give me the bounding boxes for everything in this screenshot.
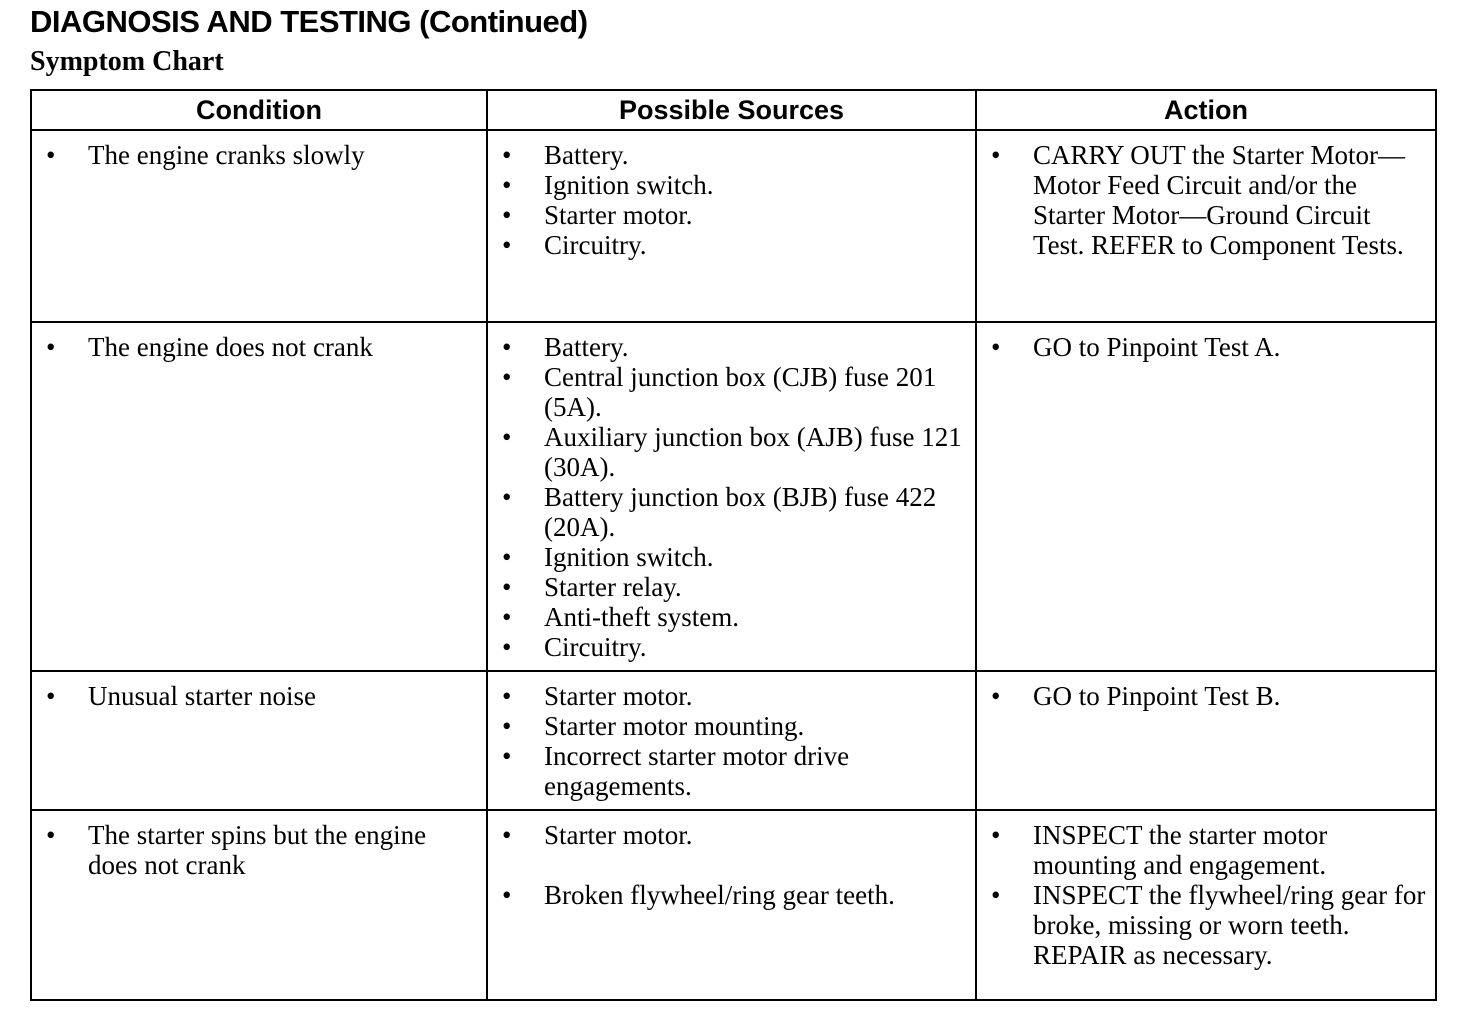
action-item: • GO to Pinpoint Test A. <box>991 332 1427 362</box>
table-row <box>31 810 1436 1000</box>
source-item: • Central junction box (CJB) fuse 201 (5A). <box>502 362 967 422</box>
action-item: • GO to Pinpoint Test B. <box>991 681 1427 711</box>
condition-cell <box>31 671 487 810</box>
column-header-condition: Condition <box>31 90 487 130</box>
table-header-row <box>31 90 1436 130</box>
action-item: • INSPECT the flywheel/ring gear for broke, missing or worn teeth. REPAIR as necessary. <box>991 880 1427 970</box>
source-item: • Battery. <box>502 140 967 170</box>
condition-cell <box>31 810 487 1000</box>
source-item: • Auxiliary junction box (AJB) fuse 121 (30A). <box>502 422 967 482</box>
column-header-possible-sources: Possible Sources <box>487 90 976 130</box>
source-item: • Starter motor. <box>502 681 967 711</box>
condition-cell <box>31 130 487 322</box>
source-item: • Ignition switch. <box>502 542 967 572</box>
source-item: • Battery. <box>502 332 967 362</box>
source-item: • Starter motor. <box>502 820 967 850</box>
table-row <box>31 322 1436 671</box>
page-heading: DIAGNOSIS AND TESTING (Continued) <box>30 4 588 39</box>
source-item: • Battery junction box (BJB) fuse 422 (20A). <box>502 482 967 542</box>
source-item: • Circuitry. <box>502 230 967 260</box>
condition-item: • Unusual starter noise <box>46 681 478 711</box>
source-item: • Incorrect starter motor drive engagements. <box>502 741 967 801</box>
action-item: • INSPECT the starter motor mounting and engagement. <box>991 820 1427 880</box>
source-item: • Circuitry. <box>502 632 967 662</box>
column-header-action: Action <box>976 90 1436 130</box>
sources-cell <box>487 130 976 322</box>
source-item: • Starter motor mounting. <box>502 711 967 741</box>
condition-item: • The engine cranks slowly <box>46 140 478 170</box>
sources-cell <box>487 810 976 1000</box>
source-item: • Broken flywheel/ring gear teeth. <box>502 880 967 910</box>
action-item: • CARRY OUT the Starter Motor—Motor Feed Circuit and/or the Starter Motor—Ground Circuit Test. REFER to Component Tests. <box>991 140 1427 260</box>
table-row <box>31 671 1436 810</box>
table-row <box>31 130 1436 322</box>
condition-item: • The starter spins but the engine does not crank <box>46 820 478 880</box>
action-cell <box>976 322 1436 671</box>
condition-item: • The engine does not crank <box>46 332 478 362</box>
action-cell <box>976 810 1436 1000</box>
sources-cell <box>487 671 976 810</box>
action-cell <box>976 130 1436 322</box>
action-cell <box>976 671 1436 810</box>
source-item: • Starter motor. <box>502 200 967 230</box>
source-item: • Starter relay. <box>502 572 967 602</box>
source-item: • Ignition switch. <box>502 170 967 200</box>
symptom-chart-table <box>30 89 1437 1001</box>
chart-title: Symptom Chart <box>30 46 224 77</box>
condition-cell <box>31 322 487 671</box>
source-item: • Anti-theft system. <box>502 602 967 632</box>
sources-cell <box>487 322 976 671</box>
